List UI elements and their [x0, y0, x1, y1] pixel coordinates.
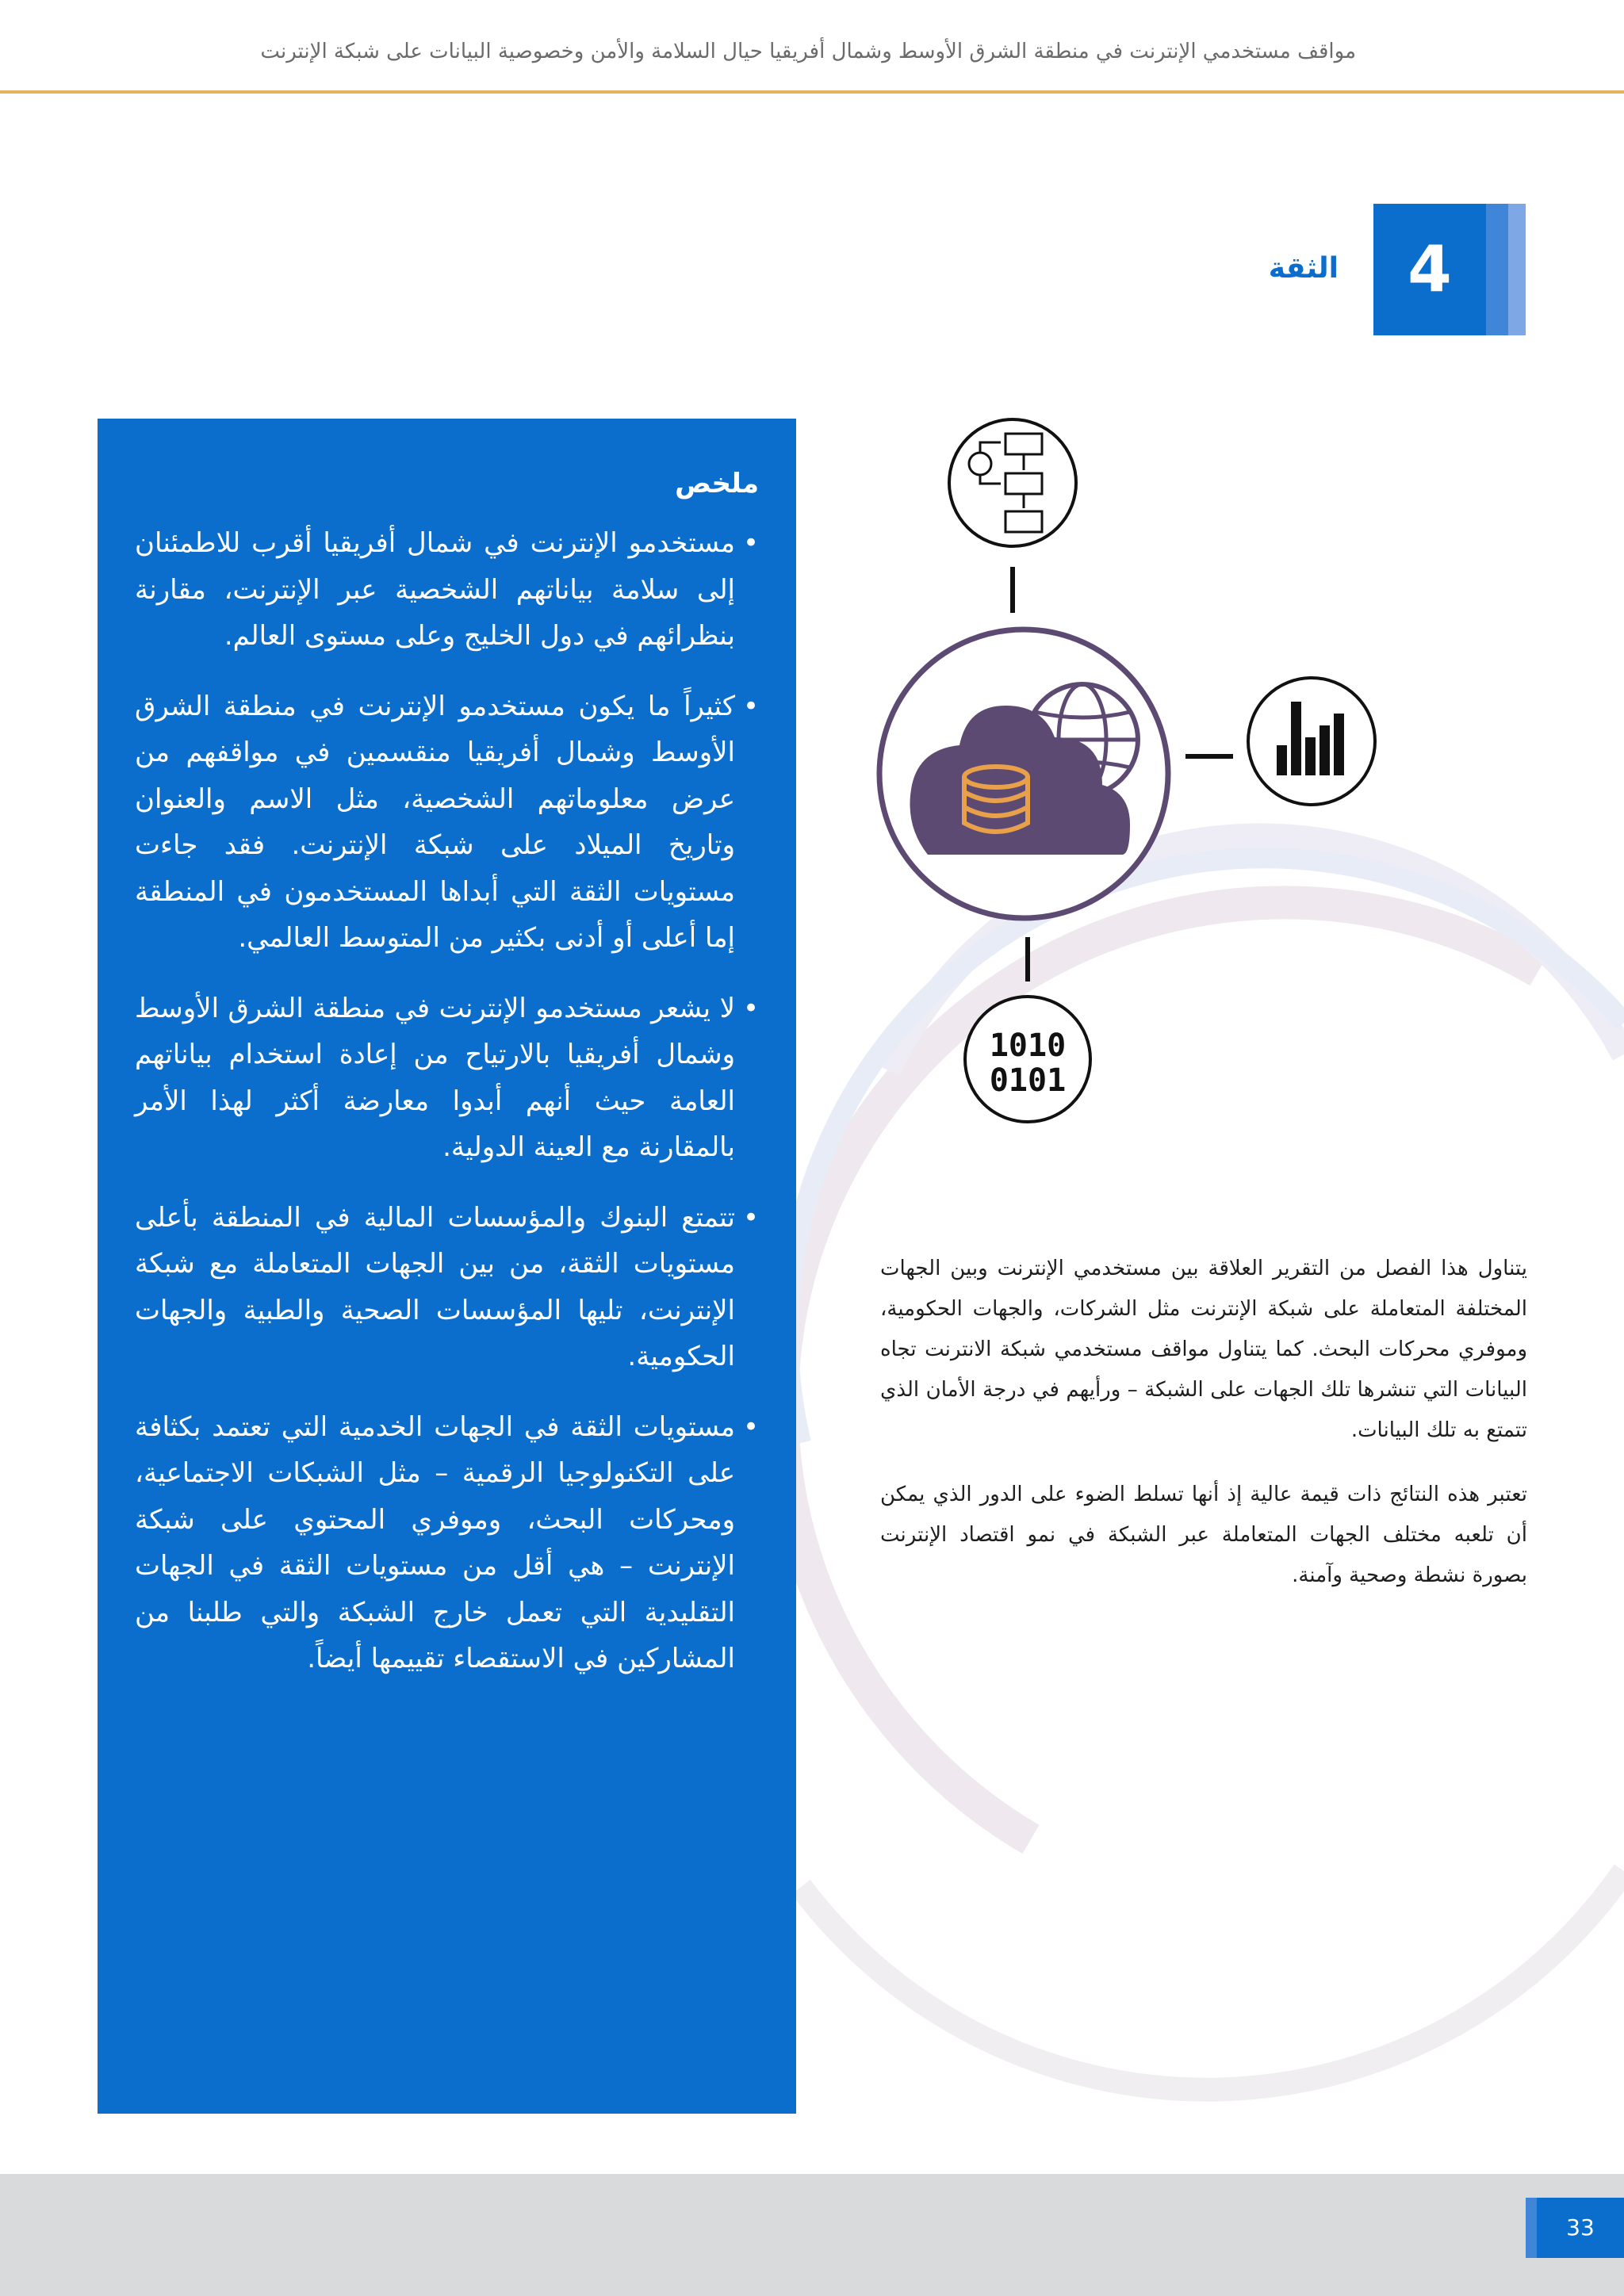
page-number: 33: [1566, 2214, 1595, 2241]
chapter-title: الثقة: [1268, 252, 1339, 285]
cloud-database-icon: [879, 629, 1168, 918]
intro-paragraph-2: تعتبر هذه النتائج ذات قيمة عالية إذ أنها تسلط الضوء على الدور الذي يمكن أن تلعبه مختلف الجهات المتعاملة عبر الشبكة في نمو اقتصاد الإنترنت بصورة نشطة وصحية وآمنة.: [880, 1483, 1527, 1587]
summary-box: [98, 419, 796, 2114]
summary-bullet-text: مستويات الثقة في الجهات الخدمية التي تعتمد بكثافة على التكنولوجيا الرقمية – مثل الشبكات الاجتماعية، ومحركات البحث، وموفري المحتوي على شبكة الإنترنت – هي أقل من مستويات الثقة في الجهات التقليدية التي تعمل خارج الشبكة والتي طلبنا من المشاركين في الاستقصاء تقييمها أيضاً.: [135, 1410, 735, 1674]
chapter-number: 4: [1408, 232, 1452, 306]
summary-bullet: [135, 985, 759, 1171]
bullet-dot-icon: •: [742, 992, 759, 1024]
binary-icon: [965, 997, 1090, 1122]
page-number-box: [1526, 2198, 1624, 2258]
bullet-dot-icon: •: [742, 1410, 759, 1443]
binary-line-1: 1010: [989, 1027, 1067, 1064]
summary-bullet-text: مستخدمو الإنترنت في شمال أفريقيا أقرب للاطمئنان إلى سلامة بياناتهم الشخصية عبر الإنترنت، مقارنة بنظرائهم في دول الخليج وعلى مستوى العالم.: [135, 527, 735, 652]
summary-bullet: [135, 520, 759, 660]
bar-chart-icon: [1248, 678, 1375, 805]
header-title: مواقف مستخدمي الإنترنت في منطقة الشرق الأوسط وشمال أفريقيا حيال السلامة والأمن وخصوصية البيانات على شبكة الإنترنت: [260, 40, 1356, 63]
summary-bullet-text: لا يشعر مستخدمو الإنترنت في منطقة الشرق الأوسط وشمال أفريقيا بالارتياح من إعادة استخدام بياناتهم العامة حيث أنهم أبدوا معارضة أكثر لهذا الأمر بالمقارنة مع العينة الدولية.: [135, 992, 735, 1163]
arc-lower: [801, 1871, 1624, 2090]
chapter-number-box: [1373, 204, 1526, 335]
summary-bullet: [135, 1195, 759, 1380]
summary-bullet: [135, 1404, 759, 1682]
chapter-stripe: [1486, 204, 1508, 335]
summary-bullet-text: كثيراً ما يكون مستخدمو الإنترنت في منطقة الشرق الأوسط وشمال أفريقيا منقسمين في مواقفهم من عرض معلوماتهم الشخصية، مثل الاسم والعنوان وتاريخ الميلاد على شبكة الإنترنت. فقد جاءت مستويات الثقة التي أبداها المستخدمون في المنطقة إما أعلى أو أدنى بكثير من المتوسط العالمي.: [135, 690, 735, 954]
bullet-dot-icon: •: [742, 1201, 759, 1234]
chapter-intro-text: [880, 1249, 1527, 1620]
page-footer: [0, 2174, 1624, 2296]
bullet-dot-icon: •: [742, 690, 759, 722]
summary-bullet: [135, 683, 759, 962]
summary-title: ملخص: [675, 468, 759, 499]
intro-paragraph-1: يتناول هذا الفصل من التقرير العلاقة بين مستخدمي الإنترنت وبين الجهات المختلفة المتعاملة على شبكة الإنترنت مثل الشركات، والجهات الحكومية، وموفري محركات البحث. كما يتناول مواقف مستخدمي شبكة الانترنت تجاه البيانات التي تنشرها تلك الجهات على الشبكة – ورأيهم في درجة الأمان الذي تتمتع به تلك البيانات.: [880, 1257, 1527, 1442]
summary-bullet-list: [135, 520, 759, 1682]
binary-line-2: 0101: [989, 1062, 1067, 1099]
bullet-dot-icon: •: [742, 527, 759, 559]
chapter-stripe-light: [1508, 204, 1526, 335]
summary-bullet-text: تتمتع البنوك والمؤسسات المالية في المنطقة بأعلى مستويات الثقة، من بين الجهات المتعاملة مع شبكة الإنترنت، تليها المؤسسات الصحية والطبية والجهات الحكومية.: [135, 1201, 735, 1372]
page-number-stripe: [1526, 2198, 1537, 2258]
flowchart-icon: [949, 419, 1076, 546]
